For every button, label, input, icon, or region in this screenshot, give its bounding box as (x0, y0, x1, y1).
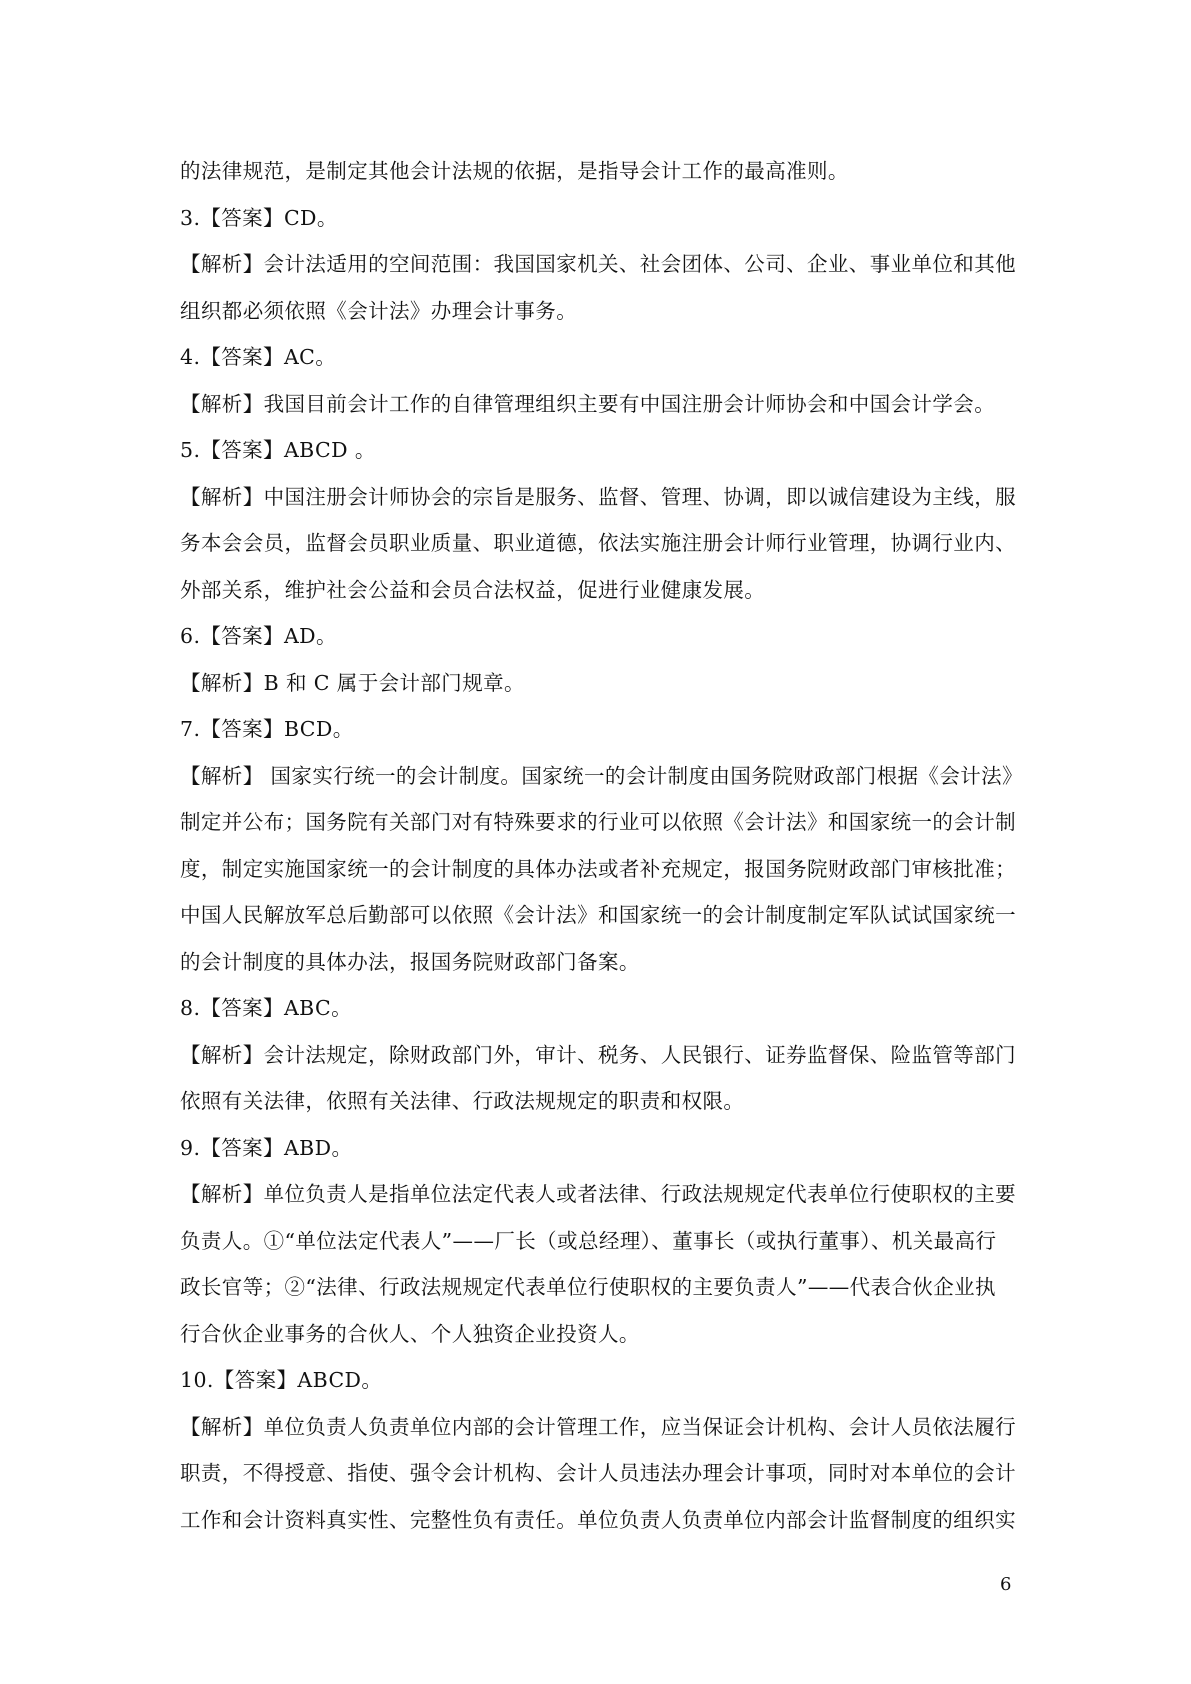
text-line: 政长官等；②“法律、行政法规规定代表单位行使职权的主要负责人”——代表合伙企业执 (180, 1275, 996, 1299)
text-line: 度，制定实施国家统一的会计制度的具体办法或者补充规定，报国务院财政部门审核批准； (180, 856, 1016, 881)
text-line: 制定并公布；国务院有关部门对有特殊要求的行业可以依照《会计法》和国家统一的会计制 (180, 810, 1016, 834)
text-line: 行合伙企业事务的合伙人、个人独资企业投资人。 (180, 1321, 640, 1346)
text-line: 工作和会计资料真实性、完整性负有责任。单位负责人负责单位内部会计监督制度的组织实 (180, 1507, 1016, 1532)
analysis-line: 【解析】我国目前会计工作的自律管理组织主要有中国注册会计师协会和中国会计学会。 (180, 391, 996, 416)
text-line: 组织都必须依照《会计法》办理会计事务。 (180, 298, 578, 323)
text-line: 职责，不得授意、指使、强令会计机构、会计人员违法办理会计事项，同时对本单位的会计 (180, 1461, 1016, 1485)
answer-line: 8.【答案】ABC。 (180, 996, 352, 1020)
page-number: 6 (1000, 1574, 1012, 1595)
text-line: 务本会会员，监督会员职业质量、职业道德，依法实施注册会计师行业管理，协调行业内、 (180, 531, 1016, 555)
text-line: 的会计制度的具体办法，报国务院财政部门备案。 (180, 949, 640, 974)
answer-line: 6.【答案】AD。 (180, 624, 337, 648)
analysis-line: 【解析】B 和 C 属于会计部门规章。 (180, 670, 525, 695)
answer-line: 3.【答案】CD。 (180, 205, 338, 230)
text-line: 依照有关法律，依照有关法律、行政法规规定的职责和权限。 (180, 1089, 745, 1113)
text-line: 外部关系，维护社会公益和会员合法权益，促进行业健康发展。 (180, 577, 766, 602)
analysis-line: 【解析】单位负责人是指单位法定代表人或者法律、行政法规规定代表单位行使职权的主要 (180, 1182, 1016, 1206)
answer-line: 5.【答案】ABCD 。 (180, 438, 376, 462)
analysis-line: 【解析】中国注册会计师协会的宗旨是服务、监督、管理、协调，即以诚信建设为主线，服 (180, 484, 1016, 509)
text-line: 中国人民解放军总后勤部可以依照《会计法》和国家统一的会计制度制定军队试试国家统一 (180, 903, 1016, 927)
analysis-line: 【解析】单位负责人负责单位内部的会计管理工作，应当保证会计机构、会计人员依法履行 (180, 1414, 1016, 1439)
answer-line: 10.【答案】ABCD。 (180, 1368, 383, 1392)
answer-line: 4.【答案】AC。 (180, 345, 337, 369)
answer-line: 7.【答案】BCD。 (180, 717, 354, 741)
text-line: 的法律规范，是制定其他会计法规的依据，是指导会计工作的最高准则。 (180, 159, 849, 183)
text-line: 负责人。①“单位法定代表人”——厂长（或总经理）、董事长（或执行董事）、机关最高行 (180, 1228, 997, 1253)
analysis-line: 【解析】 国家实行统一的会计制度。国家统一的会计制度由国务院财政部门根据《会计法》 (180, 763, 1023, 788)
page-body (180, 148, 1023, 1543)
analysis-line: 【解析】会计法适用的空间范围：我国国家机关、社会团体、公司、企业、事业单位和其他 (180, 252, 1016, 276)
answer-line: 9.【答案】ABD。 (180, 1135, 353, 1160)
analysis-line: 【解析】会计法规定，除财政部门外，审计、税务、人民银行、证券监督保、险监管等部门 (180, 1042, 1016, 1067)
